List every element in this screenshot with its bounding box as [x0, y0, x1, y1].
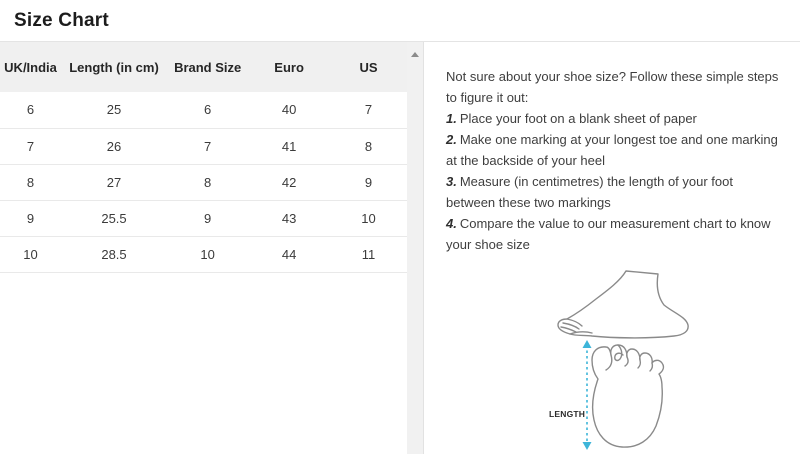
cell-us: 10	[330, 200, 407, 236]
step-text: Make one marking at your longest toe and one marking at the backside of your heel	[446, 132, 778, 168]
cell-uk: 7	[0, 128, 61, 164]
cell-length: 25	[61, 92, 167, 128]
cell-us: 9	[330, 164, 407, 200]
step-number: 1.	[446, 111, 457, 126]
instruction-step	[446, 129, 782, 171]
table-header-row	[0, 42, 407, 92]
table-row	[0, 164, 407, 200]
cell-brand: 8	[167, 164, 248, 200]
length-label: LENGTH	[549, 409, 586, 419]
instructions-intro: Not sure about your shoe size? Follow these simple steps to figure it out:	[446, 69, 779, 105]
column-header-uk-india: UK/India	[0, 42, 61, 92]
size-table-pane	[0, 42, 407, 454]
table-row	[0, 92, 407, 128]
column-header-length: Length (in cm)	[61, 42, 167, 92]
instruction-step	[446, 213, 782, 255]
table-row	[0, 128, 407, 164]
size-chart-table	[0, 42, 407, 273]
cell-length: 25.5	[61, 200, 167, 236]
cell-brand: 9	[167, 200, 248, 236]
foot-measurement-diagram-icon	[546, 259, 696, 454]
instruction-step	[446, 108, 782, 129]
page-title: Size Chart	[14, 9, 109, 31]
instruction-step	[446, 171, 782, 213]
cell-us: 11	[330, 236, 407, 272]
table-scrollbar[interactable]	[407, 42, 424, 454]
content-area	[0, 42, 800, 454]
column-header-us: US	[330, 42, 407, 92]
cell-uk: 8	[0, 164, 61, 200]
cell-uk: 9	[0, 200, 61, 236]
scroll-up-icon[interactable]	[411, 52, 419, 57]
table-row	[0, 200, 407, 236]
length-arrow-icon	[583, 340, 592, 450]
step-text: Compare the value to our measurement chart to know your shoe size	[446, 216, 771, 252]
step-number: 2.	[446, 132, 457, 147]
cell-us: 7	[330, 92, 407, 128]
cell-brand: 6	[167, 92, 248, 128]
column-header-euro: Euro	[248, 42, 329, 92]
table-row	[0, 236, 407, 272]
step-number: 4.	[446, 216, 457, 231]
cell-length: 28.5	[61, 236, 167, 272]
cell-uk: 6	[0, 92, 61, 128]
step-text: Place your foot on a blank sheet of paper	[459, 111, 697, 126]
cell-brand: 10	[167, 236, 248, 272]
step-number: 3.	[446, 174, 457, 189]
instructions-text	[446, 66, 782, 255]
cell-length: 26	[61, 128, 167, 164]
cell-euro: 44	[248, 236, 329, 272]
column-header-brand-size: Brand Size	[167, 42, 248, 92]
cell-euro: 41	[248, 128, 329, 164]
cell-euro: 42	[248, 164, 329, 200]
measurement-instructions-pane	[424, 42, 800, 454]
cell-euro: 43	[248, 200, 329, 236]
cell-us: 8	[330, 128, 407, 164]
step-text: Measure (in centimetres) the length of your foot between these two markings	[446, 174, 733, 210]
title-bar	[0, 0, 800, 42]
cell-euro: 40	[248, 92, 329, 128]
cell-uk: 10	[0, 236, 61, 272]
cell-brand: 7	[167, 128, 248, 164]
cell-length: 27	[61, 164, 167, 200]
